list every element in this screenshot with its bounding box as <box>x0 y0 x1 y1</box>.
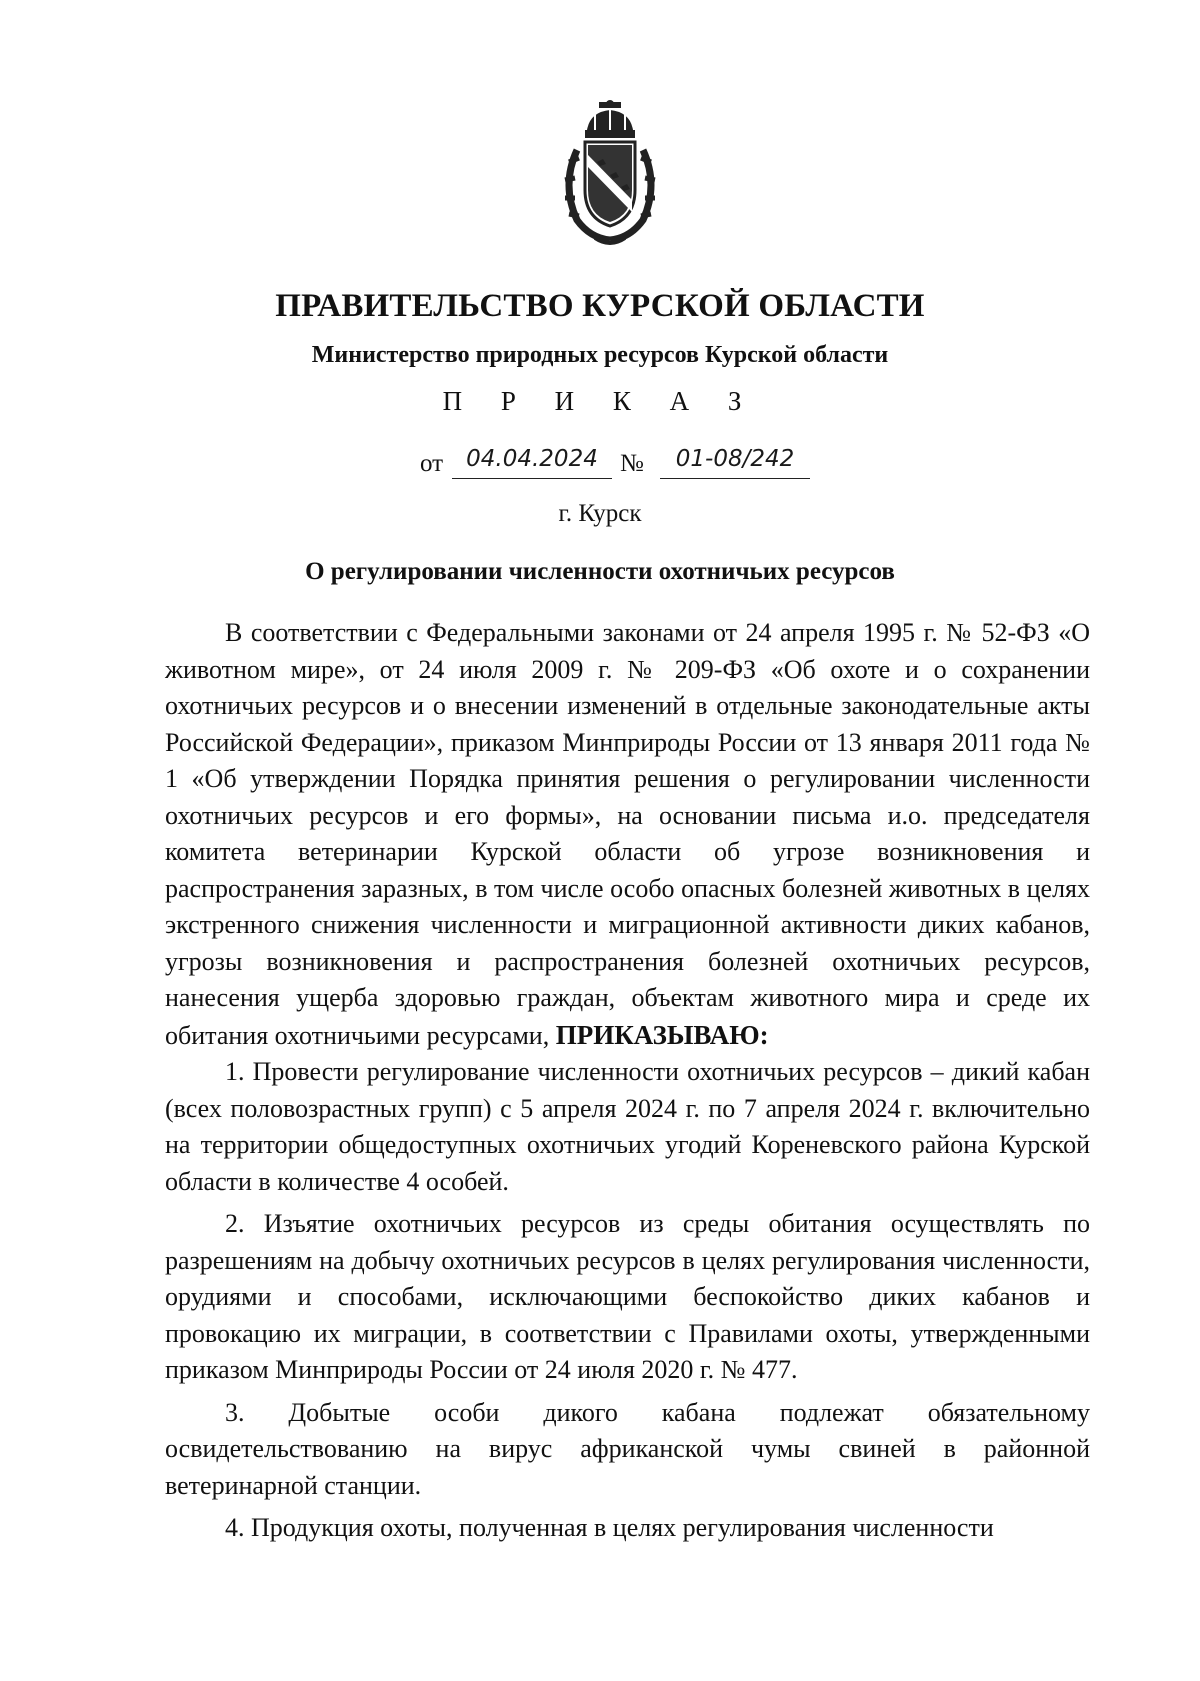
city: г. Курск <box>558 500 642 527</box>
ministry-name: Министерство природных ресурсов Курской области <box>311 342 889 368</box>
document-type: П Р И К А З <box>442 386 758 416</box>
date-prefix: от <box>420 450 444 477</box>
order-word-colon: : <box>759 1019 769 1050</box>
order-item-3: 3. Добытые особи дикого кабана подлежат обязательному освидетельствованию на вирус африканской чумы свиней в районной ветеринарной станции. <box>165 1397 1090 1500</box>
order-item-1: 1. Провести регулирование численности охотничьих ресурсов – дикий кабан (всех половозрастных групп) с 5 апреля 2024 г. по 7 апреля 2024 г. включительно на территории общедоступных охотничьих угодий Кореневского района Курской области в количестве 4 особей. <box>165 1057 1090 1196</box>
number-prefix: № <box>620 450 644 477</box>
coat-of-arms-emblem <box>555 100 665 250</box>
order-subject: О регулировании численности охотничьих ресурсов <box>305 558 895 585</box>
handwritten-number: 01-08/242 <box>660 446 810 479</box>
government-title: ПРАВИТЕЛЬСТВО КУРСКОЙ ОБЛАСТИ <box>275 288 925 324</box>
order-item-2: 2. Изъятие охотничьих ресурсов из среды обитания осуществлять по разрешениям на добычу охотничьих ресурсов в целях регулирования численности, орудиями и способами, исключающими беспокойство диких кабанов и провокацию их миграции, в соответствии с Правилами охоты, утвержденными приказом Минприроды России от 24 июля 2020 г. № 477. <box>165 1209 1090 1384</box>
order-item-4: 4. Продукция охоты, полученная в целях регулирования численности <box>225 1513 994 1542</box>
preamble-paragraph <box>165 615 1090 1054</box>
preamble-text: В соответствии с Федеральными законами от 24 апреля 1995 г. № 52-ФЗ «О животном мире», от 24 июля 2009 г. № 209-ФЗ «Об охоте и о сохранении охотничьих ресурсов и о внесении изменений в отдельные законодательные акты Российской Федерации», приказом Минприроды России от 13 января 2011 года № 1 «Об утверждении Порядка принятия решения о регулировании численности охотничьих ресурсов и его формы», на основании письма и.о. председателя комитета ветеринарии Курской области об угрозе возникновения и распространения заразных, в том числе особо опасных болезней животных в целях экстренного снижения численности и миграционной активности диких кабанов, угрозы возникновения и распространения болезней охотничьих ресурсов, нанесения ущерба здоровью граждан, объектам животного мира и среде их обитания охотничьими ресурсами, <box>165 618 1090 1050</box>
handwritten-date: 04.04.2024 <box>452 446 612 479</box>
order-body <box>165 615 1090 1547</box>
date-number-line <box>420 446 860 486</box>
order-word: ПРИКАЗЫВАЮ <box>555 1019 760 1050</box>
